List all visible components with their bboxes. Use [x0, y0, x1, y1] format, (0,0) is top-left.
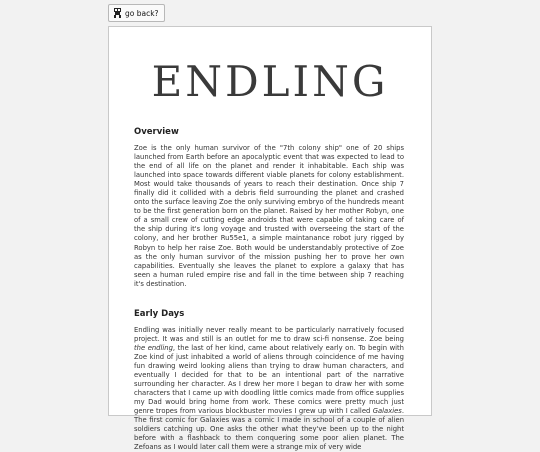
section-overview — [134, 127, 404, 289]
body-text: . The first comic for Galaxies was a comic I made in school of a couple of alien soldiers catching up. One asks the other what they've been up to the night before with a flashback to them conquering some poor alien planet. The Zefoans as I would later call them were a strange mix of very wide — [134, 407, 404, 452]
page-title: ENDLING — [151, 57, 389, 106]
section-body: Zoe is the only human survivor of the "7th colony ship" one of 20 ships launched from Earth before an apocalyptic event that was expected to lead to the end of all life on the planet and render it inhabitable. Each ship was launched into space towards different viable planets for colony establishment. Most would take thousands of years to reach their destination. Once ship 7 finally did it collided with a debris field surrounding the planet and crashed onto the surface leaving Zoe the only surviving embryo of the hundreds meant to be the first generation born on the planet. Raised by her mother Robyn, one of a small crew of cutting edge androids that were capable of taking care of the ship during it's long voyage and trusted with overseeing the start of the colony, and her brother Ru55e1, a simple maintanance robot jury rigged by Robyn to help her raise Zoe. Both would be understandably protective of Zoe as the only human survivor of the mission pushing her to prove her own capabilities. Eventually she leaves the planet to explore a galaxy that has seen a human ruled empire rise and fall in the time between ship 7 reaching it's destination. — [134, 144, 404, 288]
article-content — [134, 127, 404, 452]
emphasis-text: the endling — [134, 343, 173, 352]
pixel-character-icon — [113, 8, 122, 18]
section-heading: Overview — [134, 127, 179, 137]
section-body — [134, 326, 404, 452]
emphasis-text: Galaxies — [372, 407, 402, 416]
go-back-button[interactable] — [108, 4, 165, 22]
section-early-days — [134, 309, 404, 452]
article-page — [108, 26, 432, 452]
body-text: , the last of her kind, came about relatively early on. To begin with Zoe kind of just inhabited a world of aliens through coincidence of me having fun drawing weird looking aliens than trying to draw human characters, and eventually I decided for that to be an intentional part of the narrative surrounding her character. As I drew her more I began to draw her with some characters that I came up with doodling little comics made from office supplies my Dad would bring home from work. These comics were pretty much just genre tropes from various blockbuster movies I grew up with I called — [134, 343, 404, 416]
go-back-label: go back? — [125, 8, 159, 18]
body-text: Endling was initially never really meant to be particularly narratively focused project. It was and still is an outlet for me to draw sci-fi nonsense. Zoe being — [134, 325, 404, 343]
section-heading: Early Days — [134, 308, 185, 319]
